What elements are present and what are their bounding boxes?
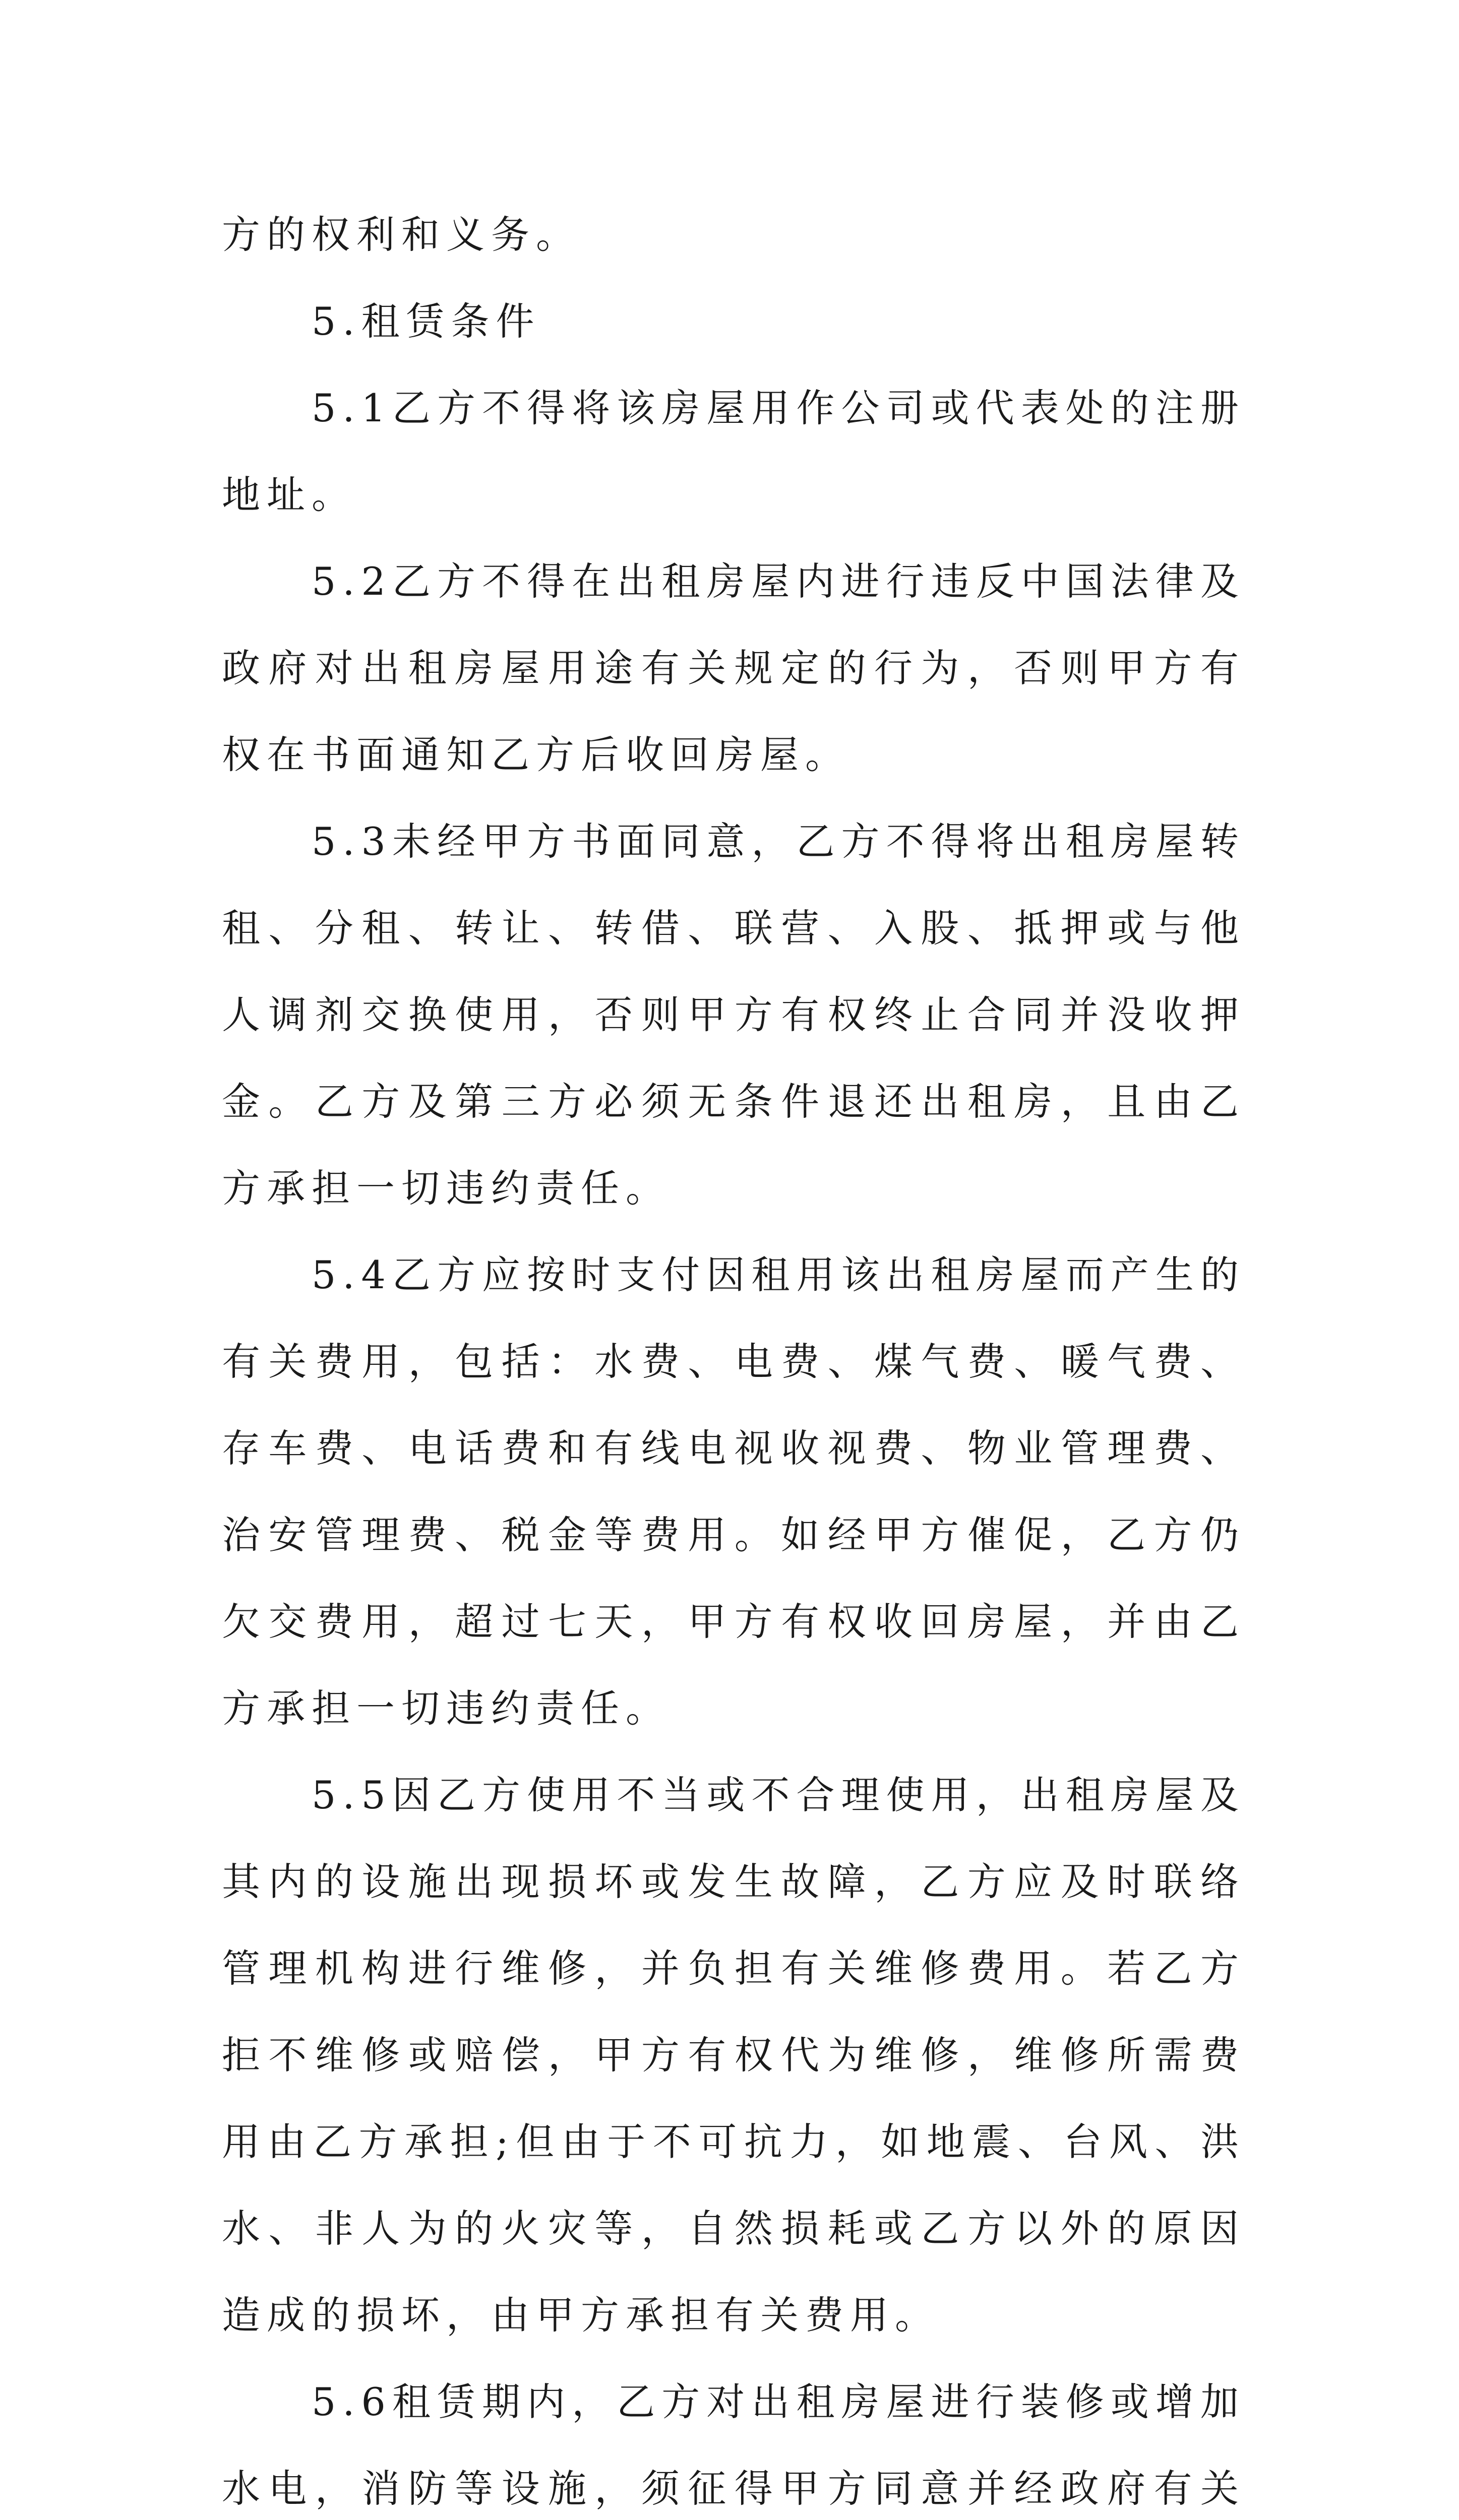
clause-5-4: 5.4乙方应按时支付因租用该出租房屋而产生的有关费用，包括：水费、电费、煤气费、暖气费、存车费、电话费和有线电视收视费、物业管理费、治安管理费、税金等费用。如经甲方催促，乙方仍欠交费用，超过七天，甲方有权收回房屋，并由乙方承担一切违约责任。 — [222, 1252, 1245, 1731]
clause-5-2: 5.2乙方不得在出租房屋内进行违反中国法律及政府对出租房屋用途有关规定的行为，否则甲方有权在书面通知乙方后收回房屋。 — [222, 559, 1245, 777]
clause-5-6: 5.6租赁期内，乙方对出租房屋进行装修或增加水电，消防等设施，须征得甲方同意并经政府有关 — [222, 2379, 1245, 2511]
clause-5-5: 5.5因乙方使用不当或不合理使用，出租房屋及其内的设施出现损坏或发生故障，乙方应及时联络管理机构进行维修，并负担有关维修费用。若乙方拒不维修或赔偿，甲方有权代为维修，维修所需费用由乙方承担;但由于不可抗力，如地震、台风、洪水、非人为的火灾等，自然损耗或乙方以外的原因造成的损坏，由甲方承担有关费用。 — [222, 1773, 1245, 2338]
clause-5-3: 5.3未经甲方书面同意，乙方不得将出租房屋转租、分租、转让、转借、联营、入股、抵押或与他人调剂交换使用，否则甲方有权终止合同并没收押金。乙方及第三方必须无条件退还出租房，且由乙方承担一切违约责任。 — [222, 819, 1245, 1211]
paragraph-continuation: 方的权利和义务。 — [222, 212, 581, 257]
clause-5-1: 5.1乙方不得将该房屋用作公司或代表处的注册地址。 — [222, 386, 1245, 517]
section-heading-lease-conditions: 5.租赁条件 — [312, 299, 541, 344]
document-body — [222, 192, 1245, 2520]
